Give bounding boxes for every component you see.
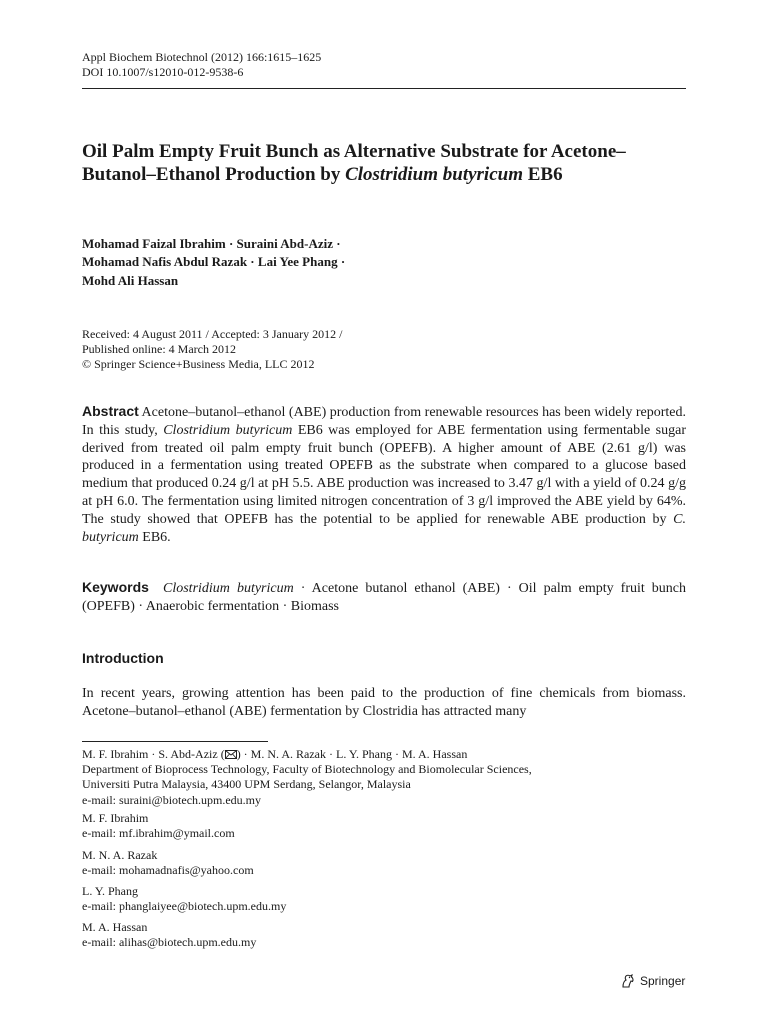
copyright: © Springer Science+Business Media, LLC 2012 (82, 357, 315, 371)
author-line: Mohd Ali Hassan (82, 272, 179, 288)
keyword-species: Clostridium butyricum (163, 581, 294, 596)
abstract-species: Clostridium butyricum (163, 422, 293, 438)
title-end: EB6 (522, 164, 563, 185)
title-text: Oil Palm Empty Fruit Bunch as Alternative Substrate for Acetone–Butanol–Ethanol Production by (82, 141, 626, 185)
journal-citation: Appl Biochem Biotechnol (2012) 166:1615–1625 (82, 50, 322, 64)
contact-block (82, 848, 686, 878)
section-heading-introduction: Introduction (82, 650, 164, 666)
abstract-text: EB6. (138, 529, 171, 545)
contact-name: M. N. A. Razak (82, 848, 158, 862)
contact-name: M. F. Ibrahim (82, 811, 149, 825)
envelope-icon (225, 750, 237, 759)
header-rule (82, 88, 686, 89)
abstract-text: EB6 was employed for ABE fermentation using fermentable sugar derived from treated oil palm empty fruit bunch (OPEFB). A higher amount of ABE (2.61 g/l) was produced in a fermentation using treated OPEFB as the substrate when compared to a glucose based medium that produced 0.24 g/l at pH 5.5. ABE production was increased to 3.47 g/l with a yield of 0.24 g/g at pH 6.0. The fermentation using limited nitrogen concentration of 3 g/l improved the ABE yield by 64%. The study showed that OPEFB has the potential to be applied for renewable ABE production by (82, 422, 686, 527)
footnote-authors-b: ) · M. N. A. Razak · L. Y. Phang · M. A. Hassan (236, 747, 468, 761)
affiliation-block (82, 747, 686, 808)
contact-email: e-mail: mohamadnafis@yahoo.com (82, 863, 254, 878)
footnote-rule (82, 741, 268, 742)
author-line: Mohamad Faizal Ibrahim · Suraini Abd-Aziz · (82, 236, 341, 251)
author-list (82, 235, 686, 290)
corresponding-email: e-mail: suraini@biotech.upm.edu.my (82, 792, 262, 807)
publisher-mark (620, 973, 685, 989)
contact-block (82, 920, 686, 950)
published-online: Published online: 4 March 2012 (82, 342, 236, 356)
contact-email: e-mail: mf.ibrahim@ymail.com (82, 826, 235, 841)
keywords-text: · Acetone butanol ethanol (ABE) · Oil palm empty fruit bunch (OPEFB) · Anaerobic fermentation · Biomass (82, 581, 687, 614)
publication-dates (82, 327, 343, 372)
abstract-species: C. butyricum (82, 511, 686, 545)
abstract-text: Acetone–butanol–ethanol (ABE) production from renewable resources has been widely reported. In this study, (82, 405, 686, 438)
contact-name: M. A. Hassan (82, 920, 148, 934)
contact-email: e-mail: phanglaiyee@biotech.upm.edu.my (82, 899, 287, 914)
abstract (82, 403, 686, 546)
contact-email: e-mail: alihas@biotech.upm.edu.my (82, 935, 257, 950)
abstract-label: Abstract (82, 403, 139, 419)
contact-block (82, 884, 686, 914)
paper-title (82, 140, 686, 186)
author-line: Mohamad Nafis Abdul Razak · Lai Yee Phang · (82, 254, 346, 270)
footnote-authors-a: M. F. Ibrahim · S. Abd-Aziz ( (82, 747, 225, 761)
doi: DOI 10.1007/s12010-012-9538-6 (82, 65, 244, 79)
title-italic: Clostridium butyricum (345, 164, 523, 185)
contact-block (82, 811, 686, 841)
publisher-name: Springer (640, 974, 686, 988)
affiliation-line: Universiti Putra Malaysia, 43400 UPM Serdang, Selangor, Malaysia (82, 777, 411, 792)
contact-name: L. Y. Phang (82, 884, 139, 898)
springer-horse-logo-icon (620, 973, 636, 989)
footnote-authors (82, 747, 686, 762)
received-accepted: Received: 4 August 2011 / Accepted: 3 January 2012 / (82, 327, 343, 341)
journal-header (82, 50, 321, 80)
introduction-text: In recent years, growing attention has been paid to the production of fine chemicals from biomass. Acetone–butanol–ethanol (ABE) fermentation by Clostridia has attracted many (82, 686, 686, 719)
keywords-label: Keywords (82, 579, 149, 595)
keywords (82, 579, 686, 616)
affiliation-line: Department of Bioprocess Technology, Faculty of Biotechnology and Biomolecular Sciences, (82, 762, 532, 777)
